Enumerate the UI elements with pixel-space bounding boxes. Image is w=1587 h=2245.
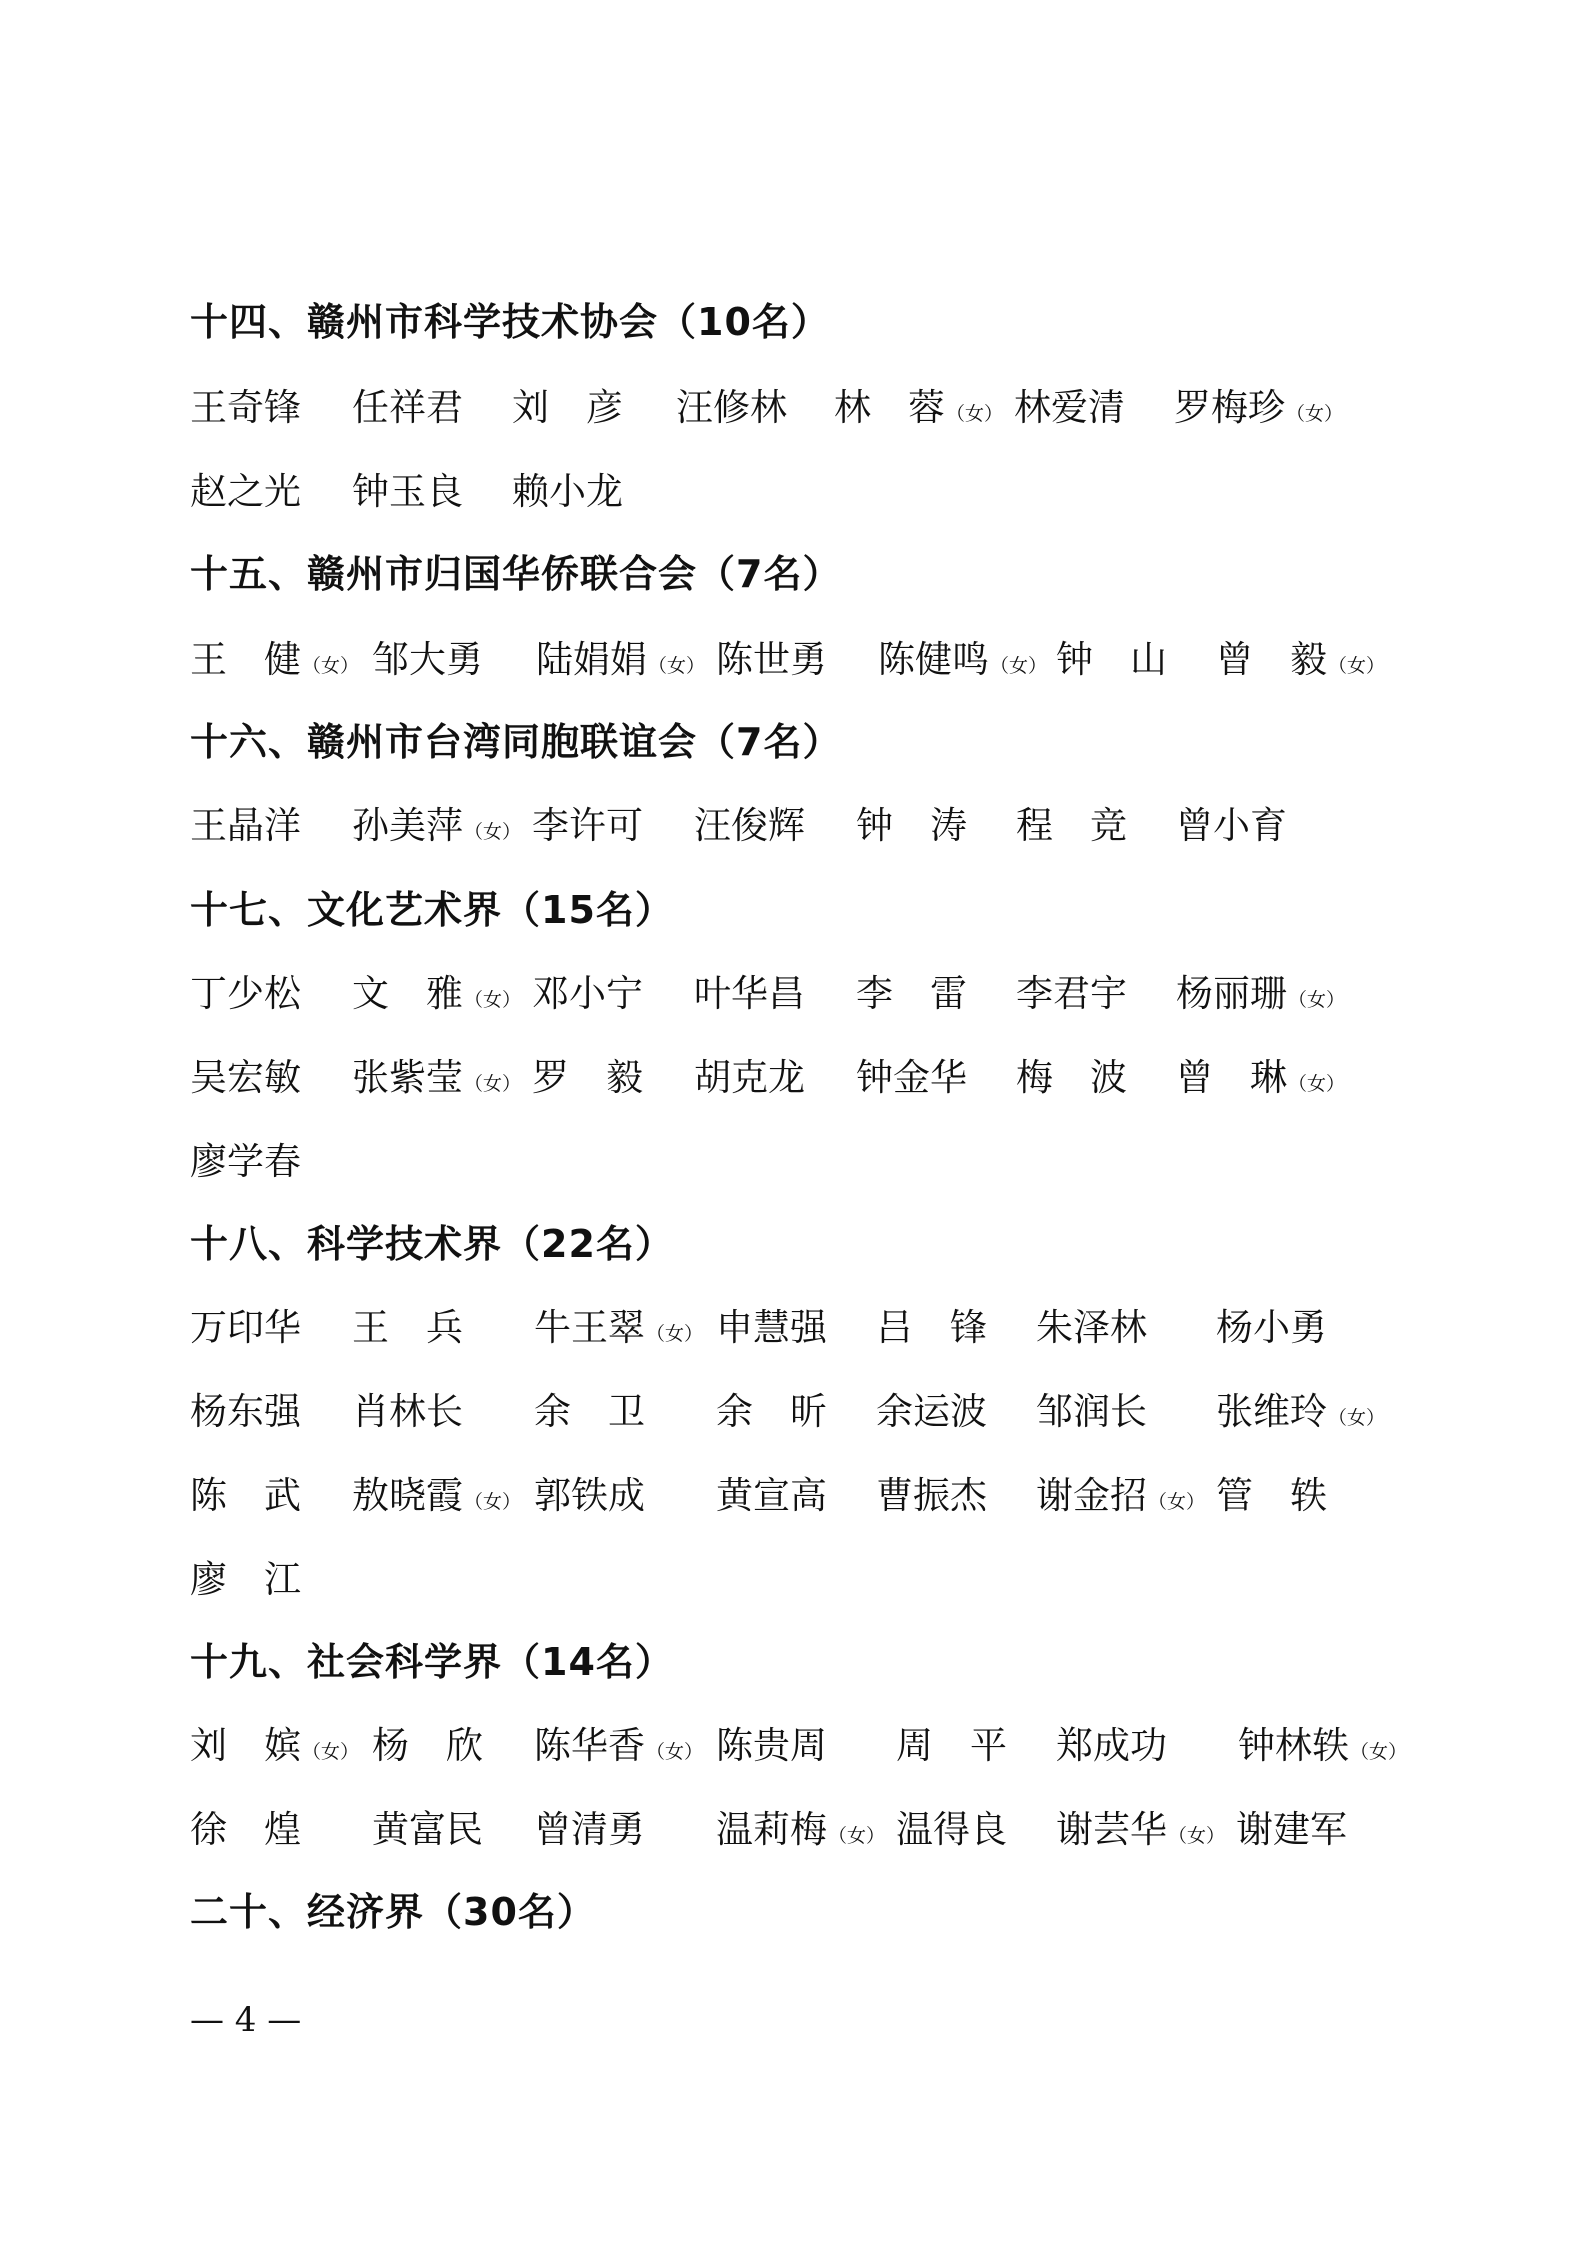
member-name: 赵之光 (190, 470, 301, 513)
member-name-text: 温莉梅 (716, 1808, 827, 1851)
member-name: 林爱清 (1014, 386, 1125, 429)
member-name: 王 兵 (352, 1306, 463, 1349)
member-name: 邹大勇 (372, 638, 483, 681)
section-heading: 十八、科学技术界（22名） (190, 1222, 674, 1266)
member-name-text: 张紫莹 (352, 1056, 463, 1099)
member-name: 黄宣高 (716, 1474, 827, 1517)
member-name: 李许可 (532, 804, 643, 847)
gender-note: （女） (1148, 1491, 1206, 1513)
member-name: 万印华 (190, 1306, 301, 1349)
member-name-with-note (190, 632, 359, 688)
member-name: 温得良 (896, 1808, 1007, 1851)
gender-note: （女） (1328, 1407, 1386, 1429)
member-name: 余 昕 (716, 1390, 827, 1433)
gender-note: （女） (1350, 1741, 1408, 1763)
member-name: 申慧强 (716, 1306, 827, 1349)
member-name: 钟 山 (1056, 638, 1167, 681)
gender-note: （女） (646, 1741, 704, 1763)
gender-note: （女） (302, 655, 360, 677)
member-name: 杨东强 (190, 1390, 301, 1433)
member-name: 郭铁成 (534, 1474, 645, 1517)
section-heading: 十四、赣州市科学技术协会（10名） (190, 300, 830, 344)
member-name-with-note (1216, 632, 1385, 688)
member-name-text: 文 雅 (352, 972, 463, 1015)
member-name-with-note (190, 1718, 359, 1774)
gender-note: （女） (1328, 655, 1386, 677)
member-name-with-note (1176, 1050, 1345, 1106)
member-name-text: 谢芸华 (1056, 1808, 1167, 1851)
gender-note: （女） (646, 1323, 704, 1345)
member-name: 汪修林 (676, 386, 787, 429)
member-name-with-note (1238, 1718, 1407, 1774)
member-name-text: 曾 琳 (1176, 1056, 1287, 1099)
member-name-text: 王 健 (190, 638, 301, 681)
member-name: 杨 欣 (372, 1724, 483, 1767)
member-name: 王奇锋 (190, 386, 301, 429)
member-name: 叶华昌 (694, 972, 805, 1015)
member-name-with-note (352, 798, 521, 854)
member-name: 曾清勇 (534, 1808, 645, 1851)
member-name-with-note (534, 1300, 703, 1356)
member-name: 梅 波 (1016, 1056, 1127, 1099)
member-name: 程 竞 (1016, 804, 1127, 847)
member-name: 钟 涛 (856, 804, 967, 847)
member-name: 汪俊辉 (694, 804, 805, 847)
member-name: 王晶洋 (190, 804, 301, 847)
member-name: 赖小龙 (512, 470, 623, 513)
member-name-text: 陈健鸣 (878, 638, 989, 681)
member-name: 朱泽林 (1036, 1306, 1147, 1349)
member-name-text: 钟林轶 (1238, 1724, 1349, 1767)
member-name-text: 牛王翠 (534, 1306, 645, 1349)
section-heading: 十六、赣州市台湾同胞联谊会（7名） (190, 720, 842, 764)
member-name-with-note (352, 1050, 521, 1106)
gender-note: （女） (1286, 403, 1344, 425)
member-name: 李 雷 (856, 972, 967, 1015)
gender-note: （女） (1288, 1073, 1346, 1095)
member-name: 余运波 (876, 1390, 987, 1433)
section-heading: 二十、经济界（30名） (190, 1890, 596, 1934)
member-name: 丁少松 (190, 972, 301, 1015)
member-name: 任祥君 (352, 386, 463, 429)
member-name: 郑成功 (1056, 1724, 1167, 1767)
section-heading: 十五、赣州市归国华侨联合会（7名） (190, 552, 842, 596)
member-name-with-note (1216, 1384, 1385, 1440)
member-name: 吴宏敏 (190, 1056, 301, 1099)
member-name-text: 敖晓霞 (352, 1474, 463, 1517)
member-name: 邓小宁 (532, 972, 643, 1015)
member-name: 谢建军 (1236, 1808, 1347, 1851)
member-name: 李君宇 (1016, 972, 1127, 1015)
member-name-text: 陆娟娟 (536, 638, 647, 681)
member-name: 吕 锋 (876, 1306, 987, 1349)
member-name: 陈世勇 (716, 638, 827, 681)
member-name-text: 孙美萍 (352, 804, 463, 847)
member-name-text: 杨丽珊 (1176, 972, 1287, 1015)
member-name: 杨小勇 (1216, 1306, 1327, 1349)
member-name-text: 林 蓉 (834, 386, 945, 429)
member-name: 胡克龙 (694, 1056, 805, 1099)
member-name: 陈贵周 (716, 1724, 827, 1767)
member-name-with-note (1176, 966, 1345, 1022)
gender-note: （女） (946, 403, 1004, 425)
member-name: 陈 武 (190, 1474, 301, 1517)
member-name-text: 陈华香 (534, 1724, 645, 1767)
gender-note: （女） (302, 1741, 360, 1763)
member-name: 廖学春 (190, 1140, 301, 1183)
member-name: 肖林长 (352, 1390, 463, 1433)
member-name-text: 刘 嫔 (190, 1724, 301, 1767)
member-name: 曹振杰 (876, 1474, 987, 1517)
member-name: 管 轶 (1216, 1474, 1327, 1517)
member-name-with-note (1174, 380, 1343, 436)
member-name-with-note (352, 1468, 521, 1524)
gender-note: （女） (464, 989, 522, 1011)
gender-note: （女） (464, 1491, 522, 1513)
member-name: 黄富民 (372, 1808, 483, 1851)
member-name-with-note (1036, 1468, 1205, 1524)
gender-note: （女） (464, 821, 522, 843)
member-name-with-note (534, 1718, 703, 1774)
member-name-with-note (834, 380, 1003, 436)
gender-note: （女） (1288, 989, 1346, 1011)
gender-note: （女） (464, 1073, 522, 1095)
member-name-with-note (536, 632, 705, 688)
member-name-text: 罗梅珍 (1174, 386, 1285, 429)
section-heading: 十七、文化艺术界（15名） (190, 888, 674, 932)
member-name: 曾小育 (1176, 804, 1287, 847)
gender-note: （女） (1168, 1825, 1226, 1847)
member-name: 钟玉良 (352, 470, 463, 513)
member-name-with-note (716, 1802, 885, 1858)
member-name-text: 曾 毅 (1216, 638, 1327, 681)
member-name-text: 张维玲 (1216, 1390, 1327, 1433)
member-name-text: 谢金招 (1036, 1474, 1147, 1517)
member-name: 钟金华 (856, 1056, 967, 1099)
gender-note: （女） (990, 655, 1048, 677)
member-name: 刘 彦 (512, 386, 623, 429)
member-name: 余 卫 (534, 1390, 645, 1433)
member-name-with-note (878, 632, 1047, 688)
member-name: 邹润长 (1036, 1390, 1147, 1433)
member-name: 罗 毅 (532, 1056, 643, 1099)
gender-note: （女） (828, 1825, 886, 1847)
member-name: 周 平 (896, 1724, 1007, 1767)
member-name-with-note (1056, 1802, 1225, 1858)
member-name: 廖 江 (190, 1558, 301, 1601)
page-number: — 4 — (190, 2000, 302, 2040)
section-heading: 十九、社会科学界（14名） (190, 1640, 674, 1684)
gender-note: （女） (648, 655, 706, 677)
member-name: 徐 煌 (190, 1808, 301, 1851)
member-name-with-note (352, 966, 521, 1022)
